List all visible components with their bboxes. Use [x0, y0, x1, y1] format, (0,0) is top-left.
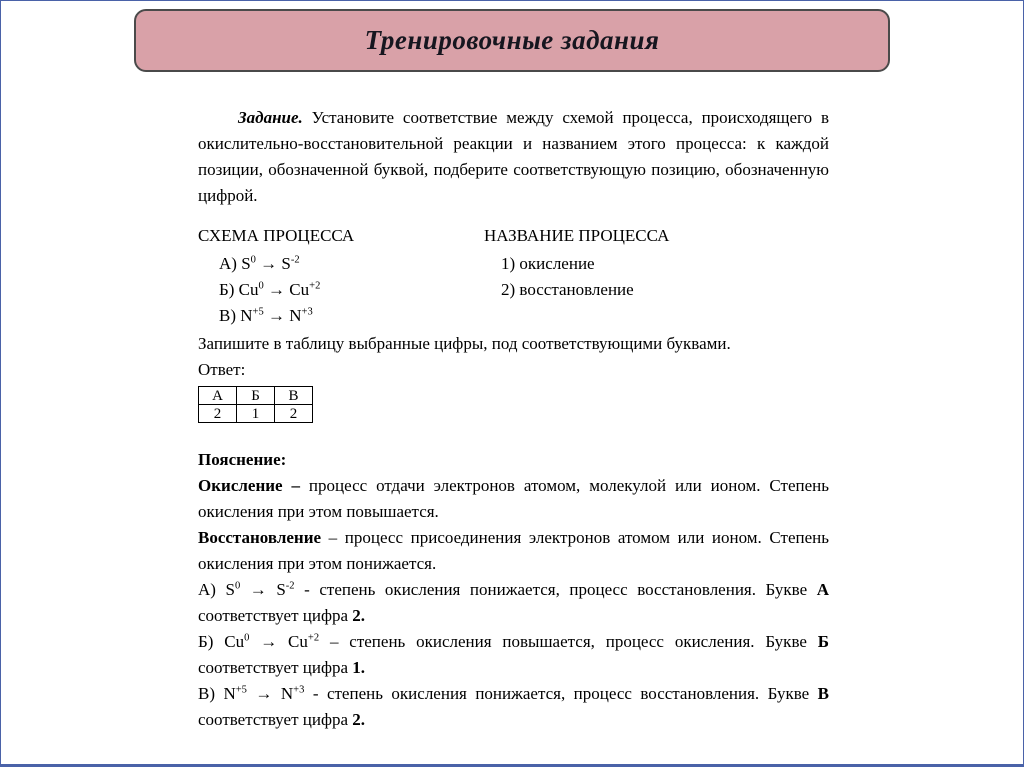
name-column-header: НАЗВАНИЕ ПРОЦЕССА — [484, 226, 670, 245]
scheme-item-b: Б) $Cu^0 \to Cu^{+2}$ — [219, 280, 321, 299]
answer-header-b: Б — [237, 387, 275, 405]
answer-header-v: В — [275, 387, 313, 405]
explanation-title: Пояснение: — [198, 450, 287, 469]
explanation-item-b: Б) $Cu^0 \to Cu^{+2}$ – степень окисления повышается, процесс окисления. Букве Б соответствует цифра 1. — [198, 632, 830, 677]
answer-header-a: А — [199, 387, 237, 405]
answer-label: Ответ: — [198, 360, 246, 379]
scheme-item-a: А) $S^0 \to S^{-2}$ — [219, 254, 300, 273]
write-instruction: Запишите в таблицу выбранные цифры, под соответствующими буквами. — [198, 334, 731, 353]
columns-header — [198, 223, 829, 249]
answer-value-v: 2 — [275, 405, 313, 423]
answer-value-b: 1 — [237, 405, 275, 423]
answer-value-a: 2 — [199, 405, 237, 423]
answer-table — [198, 386, 313, 423]
explanation-oxidation: Окисление – процесс отдачи электронов атомом, молекулой или ионом. Степень окисления при этом повышается. — [198, 476, 830, 521]
scheme-column-header: СХЕМА ПРОЦЕССА — [198, 226, 355, 245]
task-content — [198, 105, 829, 733]
process-name-1: 1) окисление — [501, 254, 595, 273]
explanation-reduction: Восстановление – процесс присоединения электронов атомом или ионом. Степень окисления при этом понижается. — [198, 528, 829, 573]
explanation-item-a: А) $S^0 \to S^{-2}$ - степень окисления понижается, процесс восстановления. Букве А соответствует цифра 2. — [198, 580, 829, 625]
answer-table-header-row — [199, 387, 313, 405]
title-banner — [134, 9, 890, 72]
process-name-2: 2) восстановление — [501, 280, 634, 299]
matching-area — [198, 251, 829, 329]
task-intro: Задание. Установите соответствие между схемой процесса, происходящего в окислительно-восстановительной реакции и названием этого процесса: к каждой позиции, обозначенной буквой, подберите соответствующую позицию, обозначенную цифрой. — [198, 108, 829, 205]
scheme-item-v: В) $N^{+5} \to N^{+3}$ — [219, 306, 313, 325]
process-name-list — [484, 251, 829, 329]
explanation-item-v: В) $N^{+5} \to N^{+3}$ - степень окисления понижается, процесс восстановления. Букве В соответствует цифра 2. — [198, 684, 829, 729]
scheme-list — [198, 251, 484, 329]
answer-table-value-row — [199, 405, 313, 423]
slide-title: Тренировочные задания — [364, 25, 660, 55]
